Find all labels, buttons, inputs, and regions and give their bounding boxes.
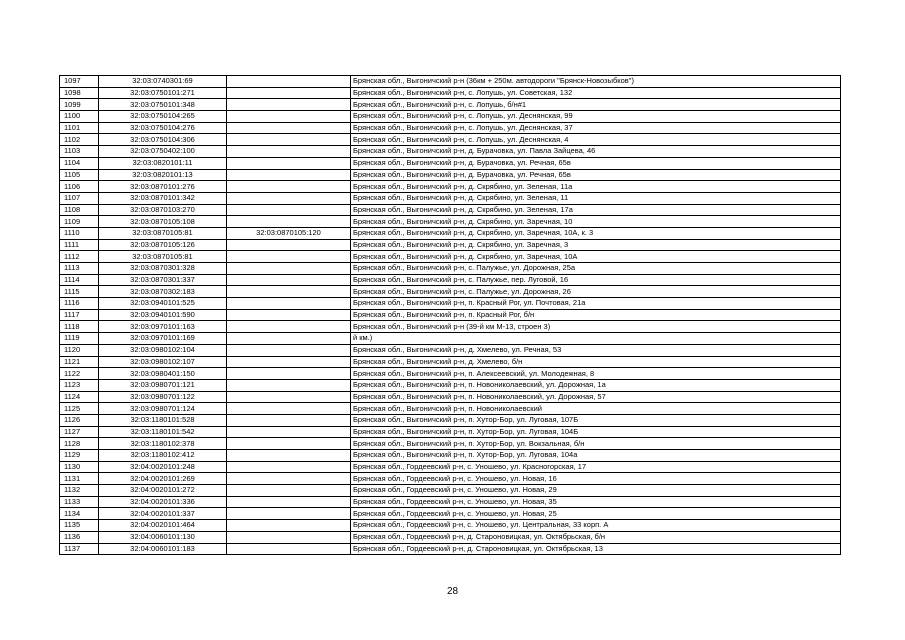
address-cell: Брянская обл., Выгоничский р-н, д. Скрябино, ул. Зеленая, 17а	[351, 204, 841, 216]
address-cell: Брянская обл., Гордеевский р-н, с. Уношево, ул. Новая, 16	[351, 473, 841, 485]
address-cell: Брянская обл., Выгоничский р-н, п. Хутор-Бор, ул. Луговая, 104а	[351, 450, 841, 462]
cadastral-number-cell: 32:03:0750101:271	[99, 87, 227, 99]
row-number-cell: 1136	[60, 531, 99, 543]
cadastral-number-cell: 32:03:0870101:342	[99, 192, 227, 204]
row-number-cell: 1107	[60, 192, 99, 204]
row-number-cell: 1135	[60, 520, 99, 532]
cadastral-number-cell: 32:03:0870302:183	[99, 286, 227, 298]
cadastral-number-cell: 32:03:1180101:528	[99, 414, 227, 426]
cadastral-number-cell: 32:03:0820101:11	[99, 157, 227, 169]
table-row	[60, 134, 841, 146]
previous-number-cell	[227, 87, 351, 99]
previous-number-cell	[227, 333, 351, 345]
table-row	[60, 227, 841, 239]
previous-number-cell	[227, 344, 351, 356]
row-number-cell: 1097	[60, 76, 99, 88]
address-cell: Брянская обл., Выгоничский р-н, п. Красный Рог, ул. Почтовая, 21а	[351, 298, 841, 310]
row-number-cell: 1104	[60, 157, 99, 169]
row-number-cell: 1134	[60, 508, 99, 520]
previous-number-cell	[227, 263, 351, 275]
row-number-cell: 1112	[60, 251, 99, 263]
cadastral-number-cell: 32:03:1180102:412	[99, 450, 227, 462]
row-number-cell: 1115	[60, 286, 99, 298]
table-row	[60, 414, 841, 426]
table-row	[60, 204, 841, 216]
cadastral-number-cell: 32:03:0980102:107	[99, 356, 227, 368]
previous-number-cell	[227, 192, 351, 204]
previous-number-cell	[227, 485, 351, 497]
previous-number-cell	[227, 157, 351, 169]
previous-number-cell	[227, 134, 351, 146]
address-cell: Брянская обл., Выгоничский р-н, п. Новониколаевский, ул. Дорожная, 1а	[351, 379, 841, 391]
table-row	[60, 321, 841, 333]
address-cell: Брянская обл., Выгоничский р-н, д. Бурачовка, ул. Павла Зайцева, 46	[351, 146, 841, 158]
table-row	[60, 403, 841, 415]
previous-number-cell	[227, 274, 351, 286]
address-cell: Брянская обл., Выгоничский р-н, д. Скрябино, ул. Зеленая, 11	[351, 192, 841, 204]
address-cell: Брянская обл., Гордеевский р-н, с. Уношево, ул. Новая, 35	[351, 496, 841, 508]
previous-number-cell	[227, 461, 351, 473]
previous-number-cell	[227, 531, 351, 543]
previous-number-cell	[227, 169, 351, 181]
previous-number-cell	[227, 508, 351, 520]
previous-number-cell	[227, 426, 351, 438]
table-row	[60, 379, 841, 391]
table-row	[60, 192, 841, 204]
previous-number-cell	[227, 379, 351, 391]
row-number-cell: 1120	[60, 344, 99, 356]
row-number-cell: 1114	[60, 274, 99, 286]
table-row	[60, 76, 841, 88]
previous-number-cell	[227, 356, 351, 368]
cadastral-number-cell: 32:04:0060101:183	[99, 543, 227, 555]
table-row	[60, 286, 841, 298]
cadastral-number-cell: 32:03:0750104:276	[99, 122, 227, 134]
row-number-cell: 1111	[60, 239, 99, 251]
address-cell: Брянская обл., Выгоничский р-н, п. Новониколаевский	[351, 403, 841, 415]
table-row	[60, 473, 841, 485]
previous-number-cell	[227, 496, 351, 508]
row-number-cell: 1106	[60, 181, 99, 193]
row-number-cell: 1130	[60, 461, 99, 473]
previous-number-cell	[227, 251, 351, 263]
cadastral-number-cell: 32:03:1180101:542	[99, 426, 227, 438]
cadastral-number-cell: 32:04:0020101:248	[99, 461, 227, 473]
cadastral-number-cell: 32:04:0020101:337	[99, 508, 227, 520]
table-row	[60, 426, 841, 438]
table-row	[60, 508, 841, 520]
address-cell: Брянская обл., Выгоничский р-н, д. Бурачовка, ул. Речная, 65в	[351, 157, 841, 169]
previous-number-cell	[227, 99, 351, 111]
cadastral-number-cell: 32:03:0870301:337	[99, 274, 227, 286]
previous-number-cell	[227, 368, 351, 380]
previous-number-cell	[227, 520, 351, 532]
table-row	[60, 122, 841, 134]
previous-number-cell	[227, 76, 351, 88]
address-cell: й км.)	[351, 333, 841, 345]
row-number-cell: 1116	[60, 298, 99, 310]
previous-number-cell	[227, 321, 351, 333]
address-cell: Брянская обл., Выгоничский р-н, с. Лопушь, ул. Деснянская, 4	[351, 134, 841, 146]
row-number-cell: 1122	[60, 368, 99, 380]
table-row	[60, 543, 841, 555]
previous-number-cell	[227, 122, 351, 134]
row-number-cell: 1108	[60, 204, 99, 216]
row-number-cell: 1126	[60, 414, 99, 426]
previous-number-cell	[227, 286, 351, 298]
row-number-cell: 1119	[60, 333, 99, 345]
cadastral-number-cell: 32:04:0020101:464	[99, 520, 227, 532]
table-row	[60, 111, 841, 123]
table-row	[60, 181, 841, 193]
previous-number-cell	[227, 239, 351, 251]
row-number-cell: 1121	[60, 356, 99, 368]
table-row	[60, 251, 841, 263]
address-cell: Брянская обл., Выгоничский р-н, с. Палужье, ул. Дорожная, 26	[351, 286, 841, 298]
page-number: 28	[446, 586, 459, 597]
previous-number-cell	[227, 298, 351, 310]
previous-number-cell	[227, 181, 351, 193]
row-number-cell: 1110	[60, 227, 99, 239]
cadastral-number-cell: 32:03:0940101:525	[99, 298, 227, 310]
address-cell: Брянская обл., Выгоничский р-н, д. Скрябино, ул. Заречная, 10	[351, 216, 841, 228]
table-row	[60, 368, 841, 380]
address-cell: Брянская обл., Выгоничский р-н, п. Красный Рог, б/н	[351, 309, 841, 321]
previous-number-cell	[227, 391, 351, 403]
row-number-cell: 1113	[60, 263, 99, 275]
table-row	[60, 461, 841, 473]
table-row	[60, 309, 841, 321]
cadastral-number-cell: 32:03:0980401:150	[99, 368, 227, 380]
cadastral-number-cell: 32:03:0870301:328	[99, 263, 227, 275]
address-cell: Брянская обл., Выгоничский р-н, с. Лопушь, ул. Деснянская, 37	[351, 122, 841, 134]
row-number-cell: 1137	[60, 543, 99, 555]
address-cell: Брянская обл., Выгоничский р-н (39-й км М-13, строен 3)	[351, 321, 841, 333]
cadastral-number-cell: 32:04:0060101:130	[99, 531, 227, 543]
cadastral-number-cell: 32:03:0980701:122	[99, 391, 227, 403]
table-row	[60, 216, 841, 228]
cadastral-number-cell: 32:03:0750104:306	[99, 134, 227, 146]
cadastral-number-cell: 32:03:0870101:276	[99, 181, 227, 193]
address-cell: Брянская обл., Выгоничский р-н, п. Хутор-Бор, ул. Луговая, 107Б	[351, 414, 841, 426]
address-cell: Брянская обл., Выгоничский р-н, д. Скрябино, ул. Заречная, 10А, к. 3	[351, 227, 841, 239]
cadastral-number-cell: 32:03:0750402:100	[99, 146, 227, 158]
cadastral-number-cell: 32:03:0870105:108	[99, 216, 227, 228]
table-row	[60, 438, 841, 450]
address-cell: Брянская обл., Выгоничский р-н, д. Скрябино, ул. Заречная, 3	[351, 239, 841, 251]
address-cell: Брянская обл., Выгоничский р-н, п. Новониколаевский, ул. Дорожная, 57	[351, 391, 841, 403]
address-cell: Брянская обл., Выгоничский р-н, д. Скрябино, ул. Заречная, 10А	[351, 251, 841, 263]
cadastral-number-cell: 32:03:0980102:104	[99, 344, 227, 356]
cadastral-number-cell: 32:03:0820101:13	[99, 169, 227, 181]
address-cell: Брянская обл., Гордеевский р-н, д. Староновицкая, ул. Октябрьская, 13	[351, 543, 841, 555]
previous-number-cell	[227, 204, 351, 216]
address-cell: Брянская обл., Выгоничский р-н (36км + 250м. автодороги "Брянск-Новозыбков")	[351, 76, 841, 88]
row-number-cell: 1099	[60, 99, 99, 111]
row-number-cell: 1123	[60, 379, 99, 391]
address-cell: Брянская обл., Выгоничский р-н, д. Бурачовка, ул. Речная, 65в	[351, 169, 841, 181]
row-number-cell: 1125	[60, 403, 99, 415]
cadastral-number-cell: 32:04:0020101:336	[99, 496, 227, 508]
cadastral-number-cell: 32:03:0870105:81	[99, 251, 227, 263]
address-cell: Брянская обл., Гордеевский р-н, с. Уношево, ул. Новая, 25	[351, 508, 841, 520]
table-row	[60, 333, 841, 345]
previous-number-cell	[227, 309, 351, 321]
row-number-cell: 1105	[60, 169, 99, 181]
table-row	[60, 274, 841, 286]
previous-number-cell	[227, 111, 351, 123]
address-cell: Брянская обл., Выгоничский р-н, с. Палужье, ул. Дорожная, 25а	[351, 263, 841, 275]
address-cell: Брянская обл., Выгоничский р-н, п. Алексеевский, ул. Молодежная, 8	[351, 368, 841, 380]
row-number-cell: 1100	[60, 111, 99, 123]
address-cell: Брянская обл., Выгоничский р-н, п. Хутор-Бор, ул. Луговая, 104Б	[351, 426, 841, 438]
cadastral-number-cell: 32:03:0980701:121	[99, 379, 227, 391]
row-number-cell: 1098	[60, 87, 99, 99]
previous-number-cell	[227, 403, 351, 415]
cadastral-number-cell: 32:03:0740301:69	[99, 76, 227, 88]
registry-table	[59, 75, 841, 555]
cadastral-number-cell: 32:03:1180102:378	[99, 438, 227, 450]
previous-number-cell	[227, 146, 351, 158]
table-row	[60, 146, 841, 158]
cadastral-number-cell: 32:03:0750104:265	[99, 111, 227, 123]
row-number-cell: 1131	[60, 473, 99, 485]
address-cell: Брянская обл., Гордеевский р-н, д. Староновицкая, ул. Октябрьская, б/н	[351, 531, 841, 543]
row-number-cell: 1117	[60, 309, 99, 321]
address-cell: Брянская обл., Выгоничский р-н, с. Лопушь, ул. Советская, 132	[351, 87, 841, 99]
table-row	[60, 263, 841, 275]
previous-number-cell	[227, 473, 351, 485]
previous-number-cell: 32:03:0870105:120	[227, 227, 351, 239]
address-cell: Брянская обл., Выгоничский р-н, д. Хмелево, б/н	[351, 356, 841, 368]
row-number-cell: 1124	[60, 391, 99, 403]
cadastral-number-cell: 32:03:0870105:126	[99, 239, 227, 251]
row-number-cell: 1127	[60, 426, 99, 438]
previous-number-cell	[227, 543, 351, 555]
registry-table-body	[60, 76, 841, 555]
cadastral-number-cell: 32:03:0970101:163	[99, 321, 227, 333]
row-number-cell: 1103	[60, 146, 99, 158]
row-number-cell: 1132	[60, 485, 99, 497]
cadastral-number-cell: 32:03:0970101:169	[99, 333, 227, 345]
table-row	[60, 520, 841, 532]
table-row	[60, 391, 841, 403]
table-row	[60, 450, 841, 462]
previous-number-cell	[227, 438, 351, 450]
cadastral-number-cell: 32:03:0940101:590	[99, 309, 227, 321]
row-number-cell: 1102	[60, 134, 99, 146]
address-cell: Брянская обл., Выгоничский р-н, с. Лопушь, б/н#1	[351, 99, 841, 111]
address-cell: Брянская обл., Гордеевский р-н, с. Уношево, ул. Красногорская, 17	[351, 461, 841, 473]
address-cell: Брянская обл., Выгоничский р-н, д. Хмелево, ул. Речная, 53	[351, 344, 841, 356]
cadastral-number-cell: 32:03:0870103:270	[99, 204, 227, 216]
address-cell: Брянская обл., Выгоничский р-н, п. Хутор-Бор, ул. Вокзальная, б/н	[351, 438, 841, 450]
table-row	[60, 485, 841, 497]
table-row	[60, 239, 841, 251]
address-cell: Брянская обл., Выгоничский р-н, с. Палужье, пер. Луговой, 16	[351, 274, 841, 286]
cadastral-number-cell: 32:03:0750101:348	[99, 99, 227, 111]
table-row	[60, 157, 841, 169]
table-row	[60, 99, 841, 111]
row-number-cell: 1128	[60, 438, 99, 450]
cadastral-number-cell: 32:04:0020101:269	[99, 473, 227, 485]
table-row	[60, 169, 841, 181]
cadastral-number-cell: 32:04:0020101:272	[99, 485, 227, 497]
row-number-cell: 1109	[60, 216, 99, 228]
table-row	[60, 496, 841, 508]
cadastral-number-cell: 32:03:0870105:81	[99, 227, 227, 239]
row-number-cell: 1133	[60, 496, 99, 508]
address-cell: Брянская обл., Гордеевский р-н, с. Уношево, ул. Новая, 29	[351, 485, 841, 497]
previous-number-cell	[227, 216, 351, 228]
table-row	[60, 298, 841, 310]
table-row	[60, 531, 841, 543]
row-number-cell: 1129	[60, 450, 99, 462]
previous-number-cell	[227, 414, 351, 426]
address-cell: Брянская обл., Выгоничский р-н, д. Скрябино, ул. Зеленая, 11а	[351, 181, 841, 193]
row-number-cell: 1101	[60, 122, 99, 134]
address-cell: Брянская обл., Выгоничский р-н, с. Лопушь, ул. Деснянская, 99	[351, 111, 841, 123]
table-row	[60, 87, 841, 99]
address-cell: Брянская обл., Гордеевский р-н, с. Уношево, ул. Центральная, 33 корп. А	[351, 520, 841, 532]
row-number-cell: 1118	[60, 321, 99, 333]
table-row	[60, 344, 841, 356]
table-row	[60, 356, 841, 368]
previous-number-cell	[227, 450, 351, 462]
cadastral-number-cell: 32:03:0980701:124	[99, 403, 227, 415]
